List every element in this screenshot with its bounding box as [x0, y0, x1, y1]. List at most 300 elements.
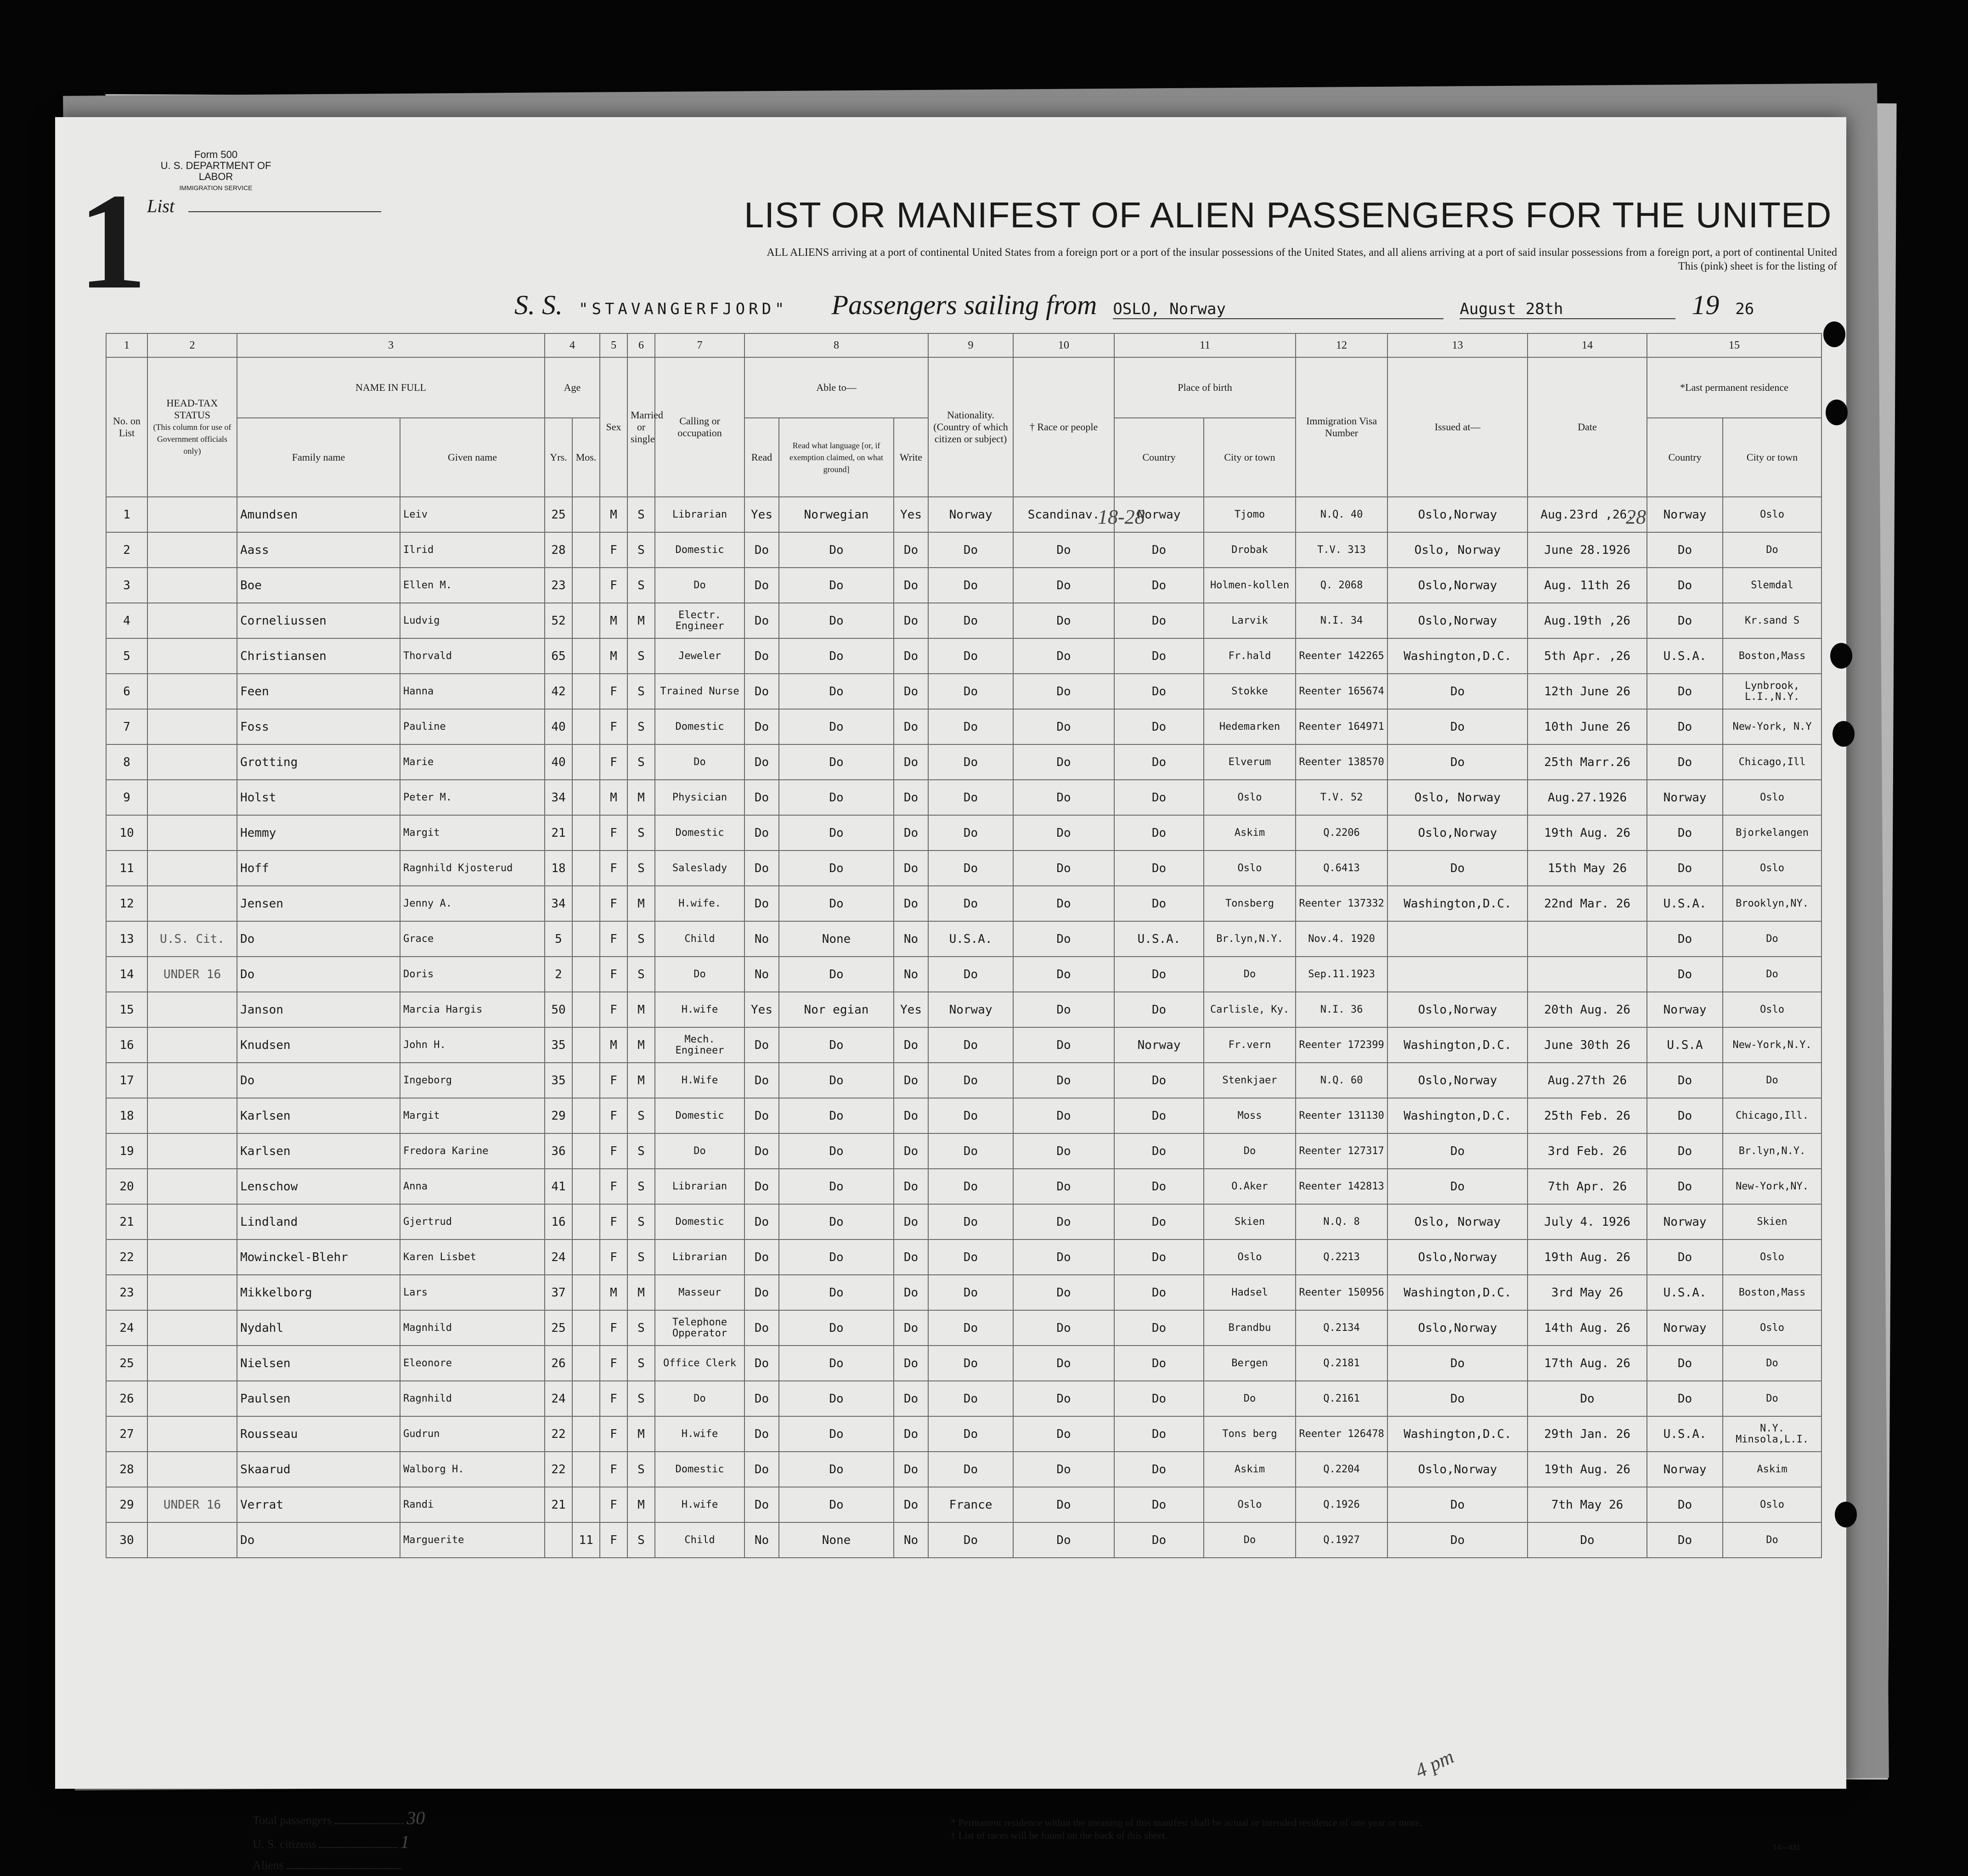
ship-name: "STAVANGERFJORD" [579, 300, 788, 318]
cell-race: Do [1013, 1239, 1114, 1275]
cell-sex: M [600, 603, 627, 638]
cell-write: Do [894, 1063, 928, 1098]
cell-tax [147, 568, 237, 603]
cell-read: Do [744, 709, 779, 744]
passenger-row [106, 1204, 1821, 1239]
cell-ms: S [627, 497, 655, 532]
cell-race: Do [1013, 957, 1114, 992]
cell-date: 7th Apr. 26 [1528, 1169, 1647, 1204]
cell-occ: Electr. Engineer [655, 603, 744, 638]
cell-yrs: 34 [545, 780, 572, 815]
cell-given: Margit [400, 815, 545, 851]
cell-nat: Do [928, 815, 1013, 851]
cell-ms: S [627, 815, 655, 851]
cell-rcity: Do [1723, 1346, 1821, 1381]
cell-family: Do [237, 921, 400, 957]
cell-rcountry: U.S.A [1647, 1027, 1723, 1063]
cell-sex: F [600, 1098, 627, 1133]
cell-nat: Do [928, 1452, 1013, 1487]
cell-read: Do [744, 638, 779, 674]
cell-rcity: Do [1723, 1063, 1821, 1098]
header-row-1 [106, 357, 1821, 418]
cell-race: Do [1013, 1522, 1114, 1558]
cell-sex: M [600, 1027, 627, 1063]
col-number: 5 [600, 333, 627, 357]
cell-bcity: Hedemarken [1204, 709, 1296, 744]
cell-write: Do [894, 744, 928, 780]
header-head-tax [147, 357, 237, 497]
header-name-in-full: NAME IN FULL [237, 357, 545, 418]
cell-visa: Reenter 150956 [1296, 1275, 1387, 1310]
cell-write: Do [894, 532, 928, 568]
cell-sex: F [600, 815, 627, 851]
punch-hole [1823, 321, 1845, 347]
cell-rcity: Chicago,Ill. [1723, 1098, 1821, 1133]
cell-rcity: Chicago,Ill [1723, 744, 1821, 780]
cell-family: Aass [237, 532, 400, 568]
cell-bcountry: Do [1114, 568, 1204, 603]
cell-yrs: 40 [545, 709, 572, 744]
cell-lang: Do [779, 1381, 894, 1416]
passenger-row [106, 1452, 1821, 1487]
passenger-row [106, 886, 1821, 921]
cell-write: No [894, 921, 928, 957]
cell-sex: F [600, 709, 627, 744]
cell-write: Do [894, 1204, 928, 1239]
cell-ms: S [627, 1522, 655, 1558]
cell-mos [572, 1275, 600, 1310]
cell-sex: F [600, 1487, 627, 1522]
cell-rcountry: Do [1647, 744, 1723, 780]
header-write: Write [894, 418, 928, 497]
cell-nat: Do [928, 1522, 1013, 1558]
cell-rcity: Kr.sand S [1723, 603, 1821, 638]
cell-lang: Do [779, 1275, 894, 1310]
cell-bcountry: Do [1114, 709, 1204, 744]
cell-race: Do [1013, 1275, 1114, 1310]
cell-tax [147, 709, 237, 744]
cell-mos [572, 532, 600, 568]
cell-write: Do [894, 1239, 928, 1275]
cell-mos [572, 674, 600, 709]
cell-race: Do [1013, 1381, 1114, 1416]
cell-no: 10 [106, 815, 147, 851]
cell-rcity: Lynbrook, L.I.,N.Y. [1723, 674, 1821, 709]
total-passengers-value: 30 [406, 1808, 425, 1828]
cell-date: 15th May 26 [1528, 851, 1647, 886]
cell-read: Do [744, 1239, 779, 1275]
cell-bcity: Oslo [1204, 780, 1296, 815]
cell-visa: Reenter 127317 [1296, 1133, 1387, 1169]
cell-no: 19 [106, 1133, 147, 1169]
cell-tax [147, 780, 237, 815]
cell-mos [572, 1063, 600, 1098]
cell-bcity: Bergen [1204, 1346, 1296, 1381]
cell-race: Do [1013, 1027, 1114, 1063]
cell-sex: M [600, 780, 627, 815]
cell-rcountry: Do [1647, 603, 1723, 638]
list-line [188, 211, 381, 212]
cell-issued: Oslo, Norway [1387, 1204, 1528, 1239]
cell-no: 3 [106, 568, 147, 603]
cell-given: Fredora Karine [400, 1133, 545, 1169]
cell-lang: Do [779, 568, 894, 603]
cell-read: Do [744, 1169, 779, 1204]
cell-bcity: Holmen-kollen [1204, 568, 1296, 603]
cell-visa: Nov.4. 1920 [1296, 921, 1387, 957]
cell-write: Do [894, 1133, 928, 1169]
cell-ms: S [627, 638, 655, 674]
cell-occ: Do [655, 1133, 744, 1169]
cell-write: Do [894, 1098, 928, 1133]
cell-ms: S [627, 1133, 655, 1169]
passenger-row [106, 1063, 1821, 1098]
cell-race: Do [1013, 1204, 1114, 1239]
cell-given: Thorvald [400, 638, 545, 674]
cell-ms: S [627, 744, 655, 780]
cell-no: 1 [106, 497, 147, 532]
cell-nat: Do [928, 638, 1013, 674]
cell-date: 17th Aug. 26 [1528, 1346, 1647, 1381]
cell-tax: UNDER 16 [147, 1487, 237, 1522]
cell-bcountry: Do [1114, 1169, 1204, 1204]
cell-race: Do [1013, 1133, 1114, 1169]
cell-sex: F [600, 1133, 627, 1169]
cell-given: Eleonore [400, 1346, 545, 1381]
cell-family: Do [237, 957, 400, 992]
cell-date: 5th Apr. ,26 [1528, 638, 1647, 674]
cell-read: Do [744, 1204, 779, 1239]
cell-lang: Do [779, 532, 894, 568]
cell-issued: Do [1387, 1522, 1528, 1558]
cell-ms: S [627, 1452, 655, 1487]
cell-sex: F [600, 568, 627, 603]
head-tax-label: HEAD-TAX STATUS [166, 397, 218, 421]
punch-hole [1835, 1502, 1857, 1527]
cell-family: Nydahl [237, 1310, 400, 1346]
cell-date: 19th Aug. 26 [1528, 815, 1647, 851]
cell-lang: Do [779, 744, 894, 780]
cell-bcity: Askim [1204, 815, 1296, 851]
cell-rcity: Do [1723, 921, 1821, 957]
cell-ms: M [627, 780, 655, 815]
cell-bcity: Elverum [1204, 744, 1296, 780]
cell-issued: Oslo,Norway [1387, 1239, 1528, 1275]
cell-no: 13 [106, 921, 147, 957]
cell-no: 30 [106, 1522, 147, 1558]
cell-visa: Reenter 126478 [1296, 1416, 1387, 1452]
passenger-row [106, 1133, 1821, 1169]
cell-ms: S [627, 1310, 655, 1346]
cell-mos [572, 568, 600, 603]
cell-mos [572, 1381, 600, 1416]
cell-date: June 28.1926 [1528, 532, 1647, 568]
cell-bcountry: Do [1114, 532, 1204, 568]
cell-yrs: 5 [545, 921, 572, 957]
cell-visa: Q.2181 [1296, 1346, 1387, 1381]
cell-nat: Do [928, 674, 1013, 709]
cell-rcountry: Do [1647, 815, 1723, 851]
cell-tax [147, 1027, 237, 1063]
cell-yrs: 22 [545, 1416, 572, 1452]
cell-issued: Oslo,Norway [1387, 1452, 1528, 1487]
cell-write: Do [894, 1346, 928, 1381]
cell-write: Do [894, 886, 928, 921]
cell-sex: F [600, 744, 627, 780]
cell-read: Do [744, 1275, 779, 1310]
cell-yrs: 22 [545, 1452, 572, 1487]
cell-write: Do [894, 568, 928, 603]
cell-nat: Do [928, 886, 1013, 921]
cell-tax [147, 744, 237, 780]
cell-bcity: Br.lyn,N.Y. [1204, 921, 1296, 957]
cell-issued: Oslo,Norway [1387, 603, 1528, 638]
footnote-2: † List of races will be found on the back of this sheet. [951, 1830, 1168, 1841]
cell-mos [572, 1133, 600, 1169]
cell-lang: Do [779, 1133, 894, 1169]
cell-issued: Oslo,Norway [1387, 992, 1528, 1027]
cell-race: Do [1013, 603, 1114, 638]
cell-sex: F [600, 992, 627, 1027]
list-number: 1 [78, 165, 147, 317]
cell-given: Marcia Hargis [400, 992, 545, 1027]
cell-bcity: Do [1204, 957, 1296, 992]
cell-family: Hoff [237, 851, 400, 886]
cell-lang: Do [779, 1098, 894, 1133]
cell-occ: Saleslady [655, 851, 744, 886]
cell-race: Do [1013, 744, 1114, 780]
cell-issued [1387, 957, 1528, 992]
cell-read: Do [744, 1063, 779, 1098]
col-number: 2 [147, 333, 237, 357]
cell-yrs: 42 [545, 674, 572, 709]
punch-hole [1833, 721, 1855, 747]
ss-label: S. S. [514, 290, 563, 320]
cell-bcountry: Do [1114, 1098, 1204, 1133]
passenger-row [106, 674, 1821, 709]
cell-given: Margit [400, 1098, 545, 1133]
cell-given: Marie [400, 744, 545, 780]
cell-given: Ellen M. [400, 568, 545, 603]
cell-yrs: 36 [545, 1133, 572, 1169]
cell-mos [572, 709, 600, 744]
cell-mos [572, 1098, 600, 1133]
cell-issued: Oslo, Norway [1387, 780, 1528, 815]
cell-rcountry: Do [1647, 1169, 1723, 1204]
passenger-row [106, 1522, 1821, 1558]
subtitle-line-1: ALL ALIENS arriving at a port of continental United States from a foreign port or a port of the insular possessions of the United States, and all aliens arriving at a port of said insular possessions from a foreign port, a port of continental United [767, 247, 1837, 259]
cell-nat: Do [928, 1239, 1013, 1275]
cell-lang: Do [779, 1027, 894, 1063]
cell-yrs: 25 [545, 1310, 572, 1346]
cell-no: 18 [106, 1098, 147, 1133]
cell-read: Do [744, 1098, 779, 1133]
cell-ms: M [627, 1416, 655, 1452]
cell-nat: Do [928, 568, 1013, 603]
passenger-row [106, 603, 1821, 638]
cell-tax [147, 1098, 237, 1133]
cell-nat: Do [928, 1275, 1013, 1310]
list-label: List [147, 196, 175, 216]
cell-nat: Do [928, 851, 1013, 886]
cell-family: Jensen [237, 886, 400, 921]
cell-bcity: Oslo [1204, 1487, 1296, 1522]
cell-visa: Reenter 142265 [1296, 638, 1387, 674]
cell-nat: Do [928, 603, 1013, 638]
cell-rcountry: Do [1647, 1487, 1723, 1522]
cell-date: Do [1528, 1381, 1647, 1416]
cell-family: Holst [237, 780, 400, 815]
passenger-row [106, 744, 1821, 780]
cell-date: 14th Aug. 26 [1528, 1310, 1647, 1346]
cell-nat: Do [928, 1133, 1013, 1169]
cell-date: Do [1528, 1522, 1647, 1558]
cell-race: Do [1013, 992, 1114, 1027]
cell-bcity: Carlisle, Ky. [1204, 992, 1296, 1027]
cell-sex: F [600, 1063, 627, 1098]
cell-sex: F [600, 1346, 627, 1381]
passenger-row [106, 992, 1821, 1027]
cell-visa: Reenter 137332 [1296, 886, 1387, 921]
cell-yrs: 23 [545, 568, 572, 603]
passenger-row [106, 1310, 1821, 1346]
cell-rcity: Oslo [1723, 780, 1821, 815]
cell-date: 3rd Feb. 26 [1528, 1133, 1647, 1169]
cell-write: Do [894, 1452, 928, 1487]
passenger-row [106, 921, 1821, 957]
cell-occ: Domestic [655, 1452, 744, 1487]
cell-bcountry: Do [1114, 851, 1204, 886]
cell-mos [572, 1487, 600, 1522]
cell-occ: Librarian [655, 497, 744, 532]
cell-issued: Do [1387, 1487, 1528, 1522]
cell-bcity: Tons berg [1204, 1416, 1296, 1452]
col-number: 14 [1528, 333, 1647, 357]
cell-nat: Do [928, 1310, 1013, 1346]
cell-yrs: 52 [545, 603, 572, 638]
cell-issued: Washington,D.C. [1387, 886, 1528, 921]
cell-family: Christiansen [237, 638, 400, 674]
manifest-sheet [55, 117, 1846, 1872]
cell-lang: Do [779, 1452, 894, 1487]
cell-mos [572, 497, 600, 532]
cell-nat: Do [928, 532, 1013, 568]
cell-date: 25th Marr.26 [1528, 744, 1647, 780]
cell-occ: Domestic [655, 815, 744, 851]
cell-visa: T.V. 313 [1296, 532, 1387, 568]
cell-bcity: Skien [1204, 1204, 1296, 1239]
form-number: Form 500 [194, 149, 238, 160]
cell-mos [572, 1452, 600, 1487]
cell-occ: Masseur [655, 1275, 744, 1310]
cell-occ: Office Clerk [655, 1346, 744, 1381]
cell-bcountry: Do [1114, 886, 1204, 921]
cell-read: Do [744, 1346, 779, 1381]
cell-lang: Do [779, 1169, 894, 1204]
col-number: 1 [106, 333, 147, 357]
cell-issued: Oslo, Norway [1387, 532, 1528, 568]
cell-write: Do [894, 1169, 928, 1204]
cell-rcity: New-York,N.Y. [1723, 1027, 1821, 1063]
cell-issued: Oslo,Norway [1387, 1310, 1528, 1346]
cell-bcountry: Do [1114, 638, 1204, 674]
cell-read: Do [744, 1487, 779, 1522]
cell-visa: Reenter 131130 [1296, 1098, 1387, 1133]
cell-no: 27 [106, 1416, 147, 1452]
cell-date: Aug.27th 26 [1528, 1063, 1647, 1098]
header-no-on-list: No. on List [106, 357, 147, 497]
subtitle-line-2: This (pink) sheet is for the listing of [1678, 260, 1837, 272]
cell-given: Ragnhild [400, 1381, 545, 1416]
cell-bcountry: Do [1114, 992, 1204, 1027]
cell-occ: Domestic [655, 1098, 744, 1133]
cell-given: Hanna [400, 674, 545, 709]
cell-family: Corneliussen [237, 603, 400, 638]
cell-occ: Do [655, 957, 744, 992]
cell-visa: Reenter 142813 [1296, 1169, 1387, 1204]
cell-lang: Do [779, 638, 894, 674]
cell-no: 15 [106, 992, 147, 1027]
cell-occ: Domestic [655, 709, 744, 744]
header-res-country: Country [1647, 418, 1723, 497]
cell-rcountry: Do [1647, 532, 1723, 568]
cell-family: Janson [237, 992, 400, 1027]
punch-hole [1830, 643, 1852, 669]
ship-line [514, 289, 1754, 321]
cell-visa: Reenter 172399 [1296, 1027, 1387, 1063]
cell-write: Do [894, 780, 928, 815]
cell-yrs: 28 [545, 532, 572, 568]
cell-yrs: 25 [545, 497, 572, 532]
cell-given: Ragnhild Kjosterud [400, 851, 545, 886]
cell-read: No [744, 1522, 779, 1558]
col-number: 9 [928, 333, 1013, 357]
cell-rcountry: Do [1647, 921, 1723, 957]
cell-date: 20th Aug. 26 [1528, 992, 1647, 1027]
cell-ms: M [627, 603, 655, 638]
cell-sex: M [600, 497, 627, 532]
passenger-row [106, 1381, 1821, 1416]
cell-given: Jenny A. [400, 886, 545, 921]
cell-nat: Do [928, 1204, 1013, 1239]
cell-yrs: 18 [545, 851, 572, 886]
cell-bcountry: Do [1114, 1133, 1204, 1169]
cell-write: Do [894, 1381, 928, 1416]
col-number: 13 [1387, 333, 1528, 357]
cell-yrs [545, 1522, 572, 1558]
cell-date: 29th Jan. 26 [1528, 1416, 1647, 1452]
cell-visa: Q.2161 [1296, 1381, 1387, 1416]
cell-visa: Q.6413 [1296, 851, 1387, 886]
cell-date: 19th Aug. 26 [1528, 1239, 1647, 1275]
cell-rcountry: U.S.A. [1647, 638, 1723, 674]
cell-rcity: Boston,Mass [1723, 638, 1821, 674]
cell-occ: H.wife [655, 1416, 744, 1452]
cell-mos [572, 1169, 600, 1204]
cell-mos [572, 1416, 600, 1452]
cell-date: Aug.23rd ,26. [1528, 497, 1647, 532]
cell-nat: France [928, 1487, 1013, 1522]
cell-read: Do [744, 568, 779, 603]
cell-yrs: 35 [545, 1027, 572, 1063]
total-passengers-label: Total passengers [253, 1814, 332, 1827]
pencil-note: 4 pm [1411, 1745, 1458, 1783]
cell-ms: S [627, 1169, 655, 1204]
cell-write: Do [894, 1487, 928, 1522]
cell-given: Ilrid [400, 532, 545, 568]
cell-nat: Do [928, 1027, 1013, 1063]
cell-ms: S [627, 1346, 655, 1381]
